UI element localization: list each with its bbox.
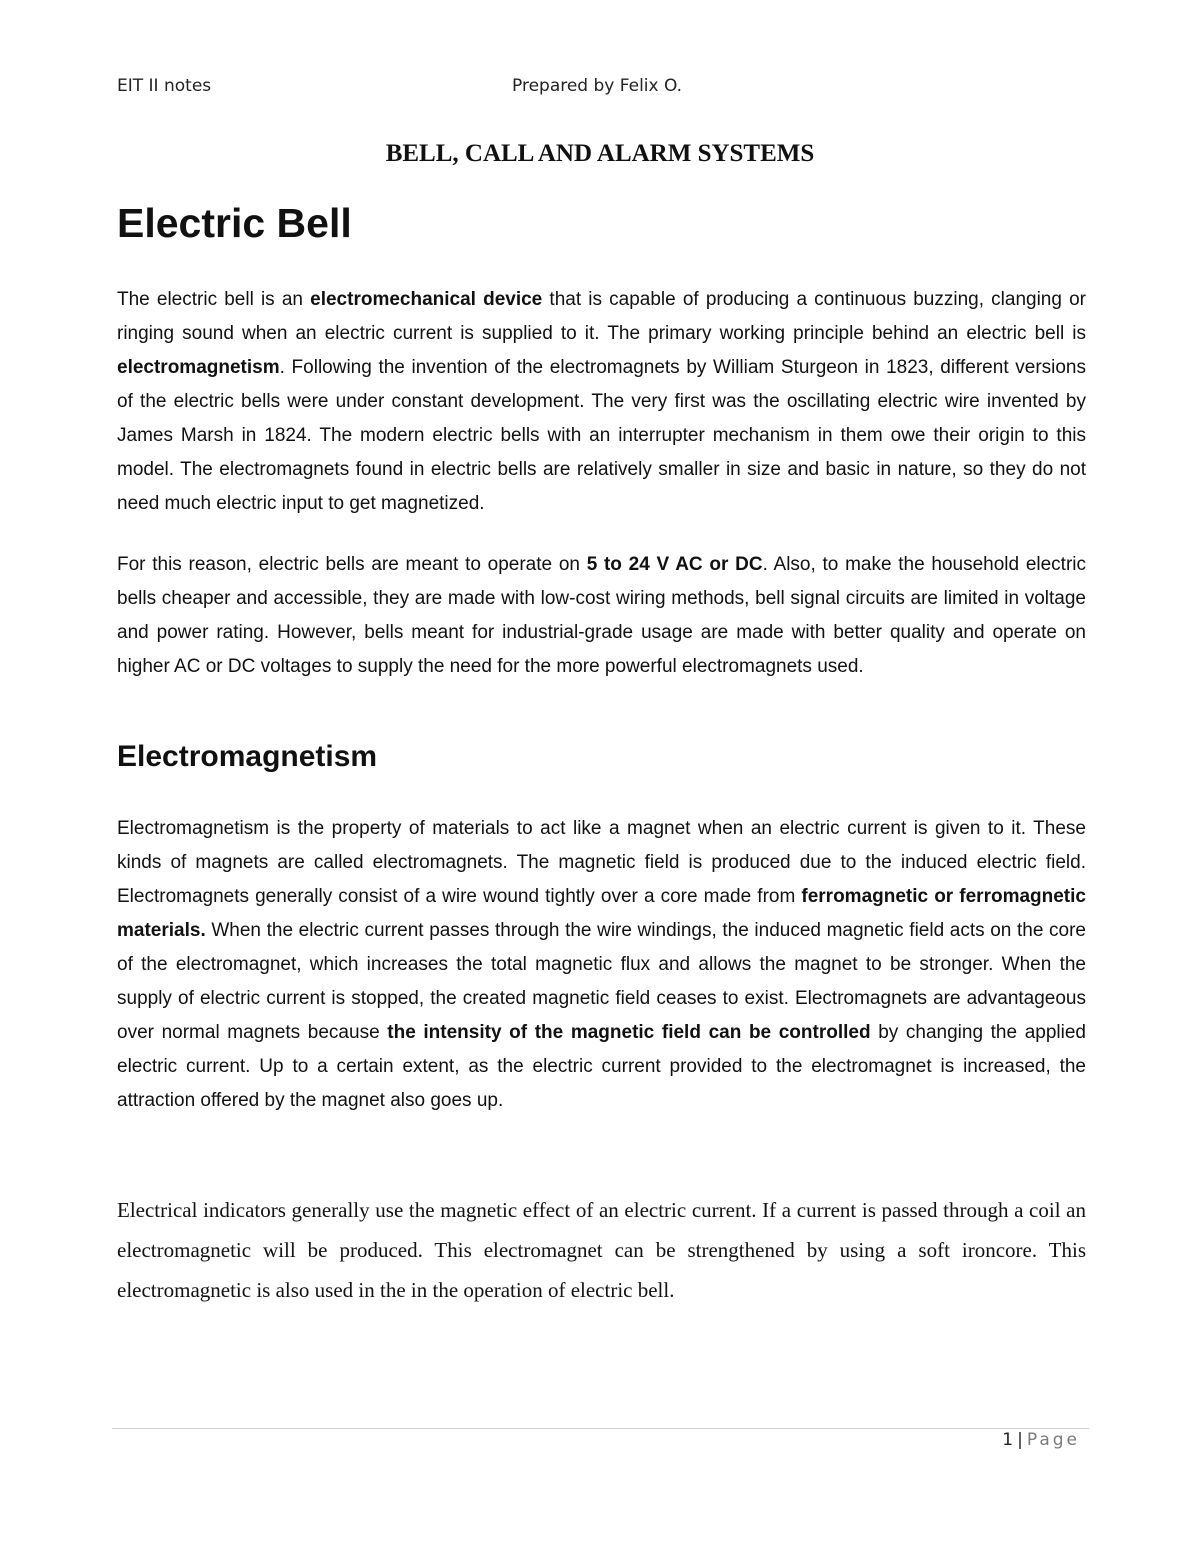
header-author: Prepared by Felix O. (512, 76, 683, 96)
bold-term: the intensity of the magnetic field can be controlled (387, 1022, 871, 1043)
footer-divider (112, 1428, 1089, 1429)
heading-electric-bell: Electric Bell (117, 200, 352, 246)
electric-bell-paragraph-2: For this reason, electric bells are meant to operate on 5 to 24 V AC or DC. Also, to make the household electric bells cheaper and accessible, they are made with low-cost wiring methods, bell signal circuits are limited in voltage and power rating. However, bells meant for industrial-grade usage are made with better quality and operate on higher AC or DC voltages to supply the need for the more powerful electromagnets used. (117, 554, 1086, 677)
page-label: Page (1026, 1430, 1080, 1450)
header-course: EIT II notes (117, 76, 212, 96)
page-footer (1002, 1430, 1080, 1450)
bold-term: electromechanical device (310, 289, 543, 310)
heading-electromagnetism: Electromagnetism (117, 740, 378, 773)
electric-bell-paragraph-1: The electric bell is an electromechanical device that is capable of producing a continuous buzzing, clanging or ringing sound when an electric current is supplied to it. The primary working principle behind an electric bell is electromagnetism. Following the invention of the electromagnets by William Sturgeon in 1823, different versions of the electric bells were under constant development. The very first was the oscillating electric wire invented by James Marsh in 1824. The modern electric bells with an interrupter mechanism in them owe their origin to this model. The electromagnets found in electric bells are relatively smaller in size and basic in nature, so they do not need much electric input to get magnetized. (117, 289, 1086, 514)
bold-term: ferromagnetic or ferromagnetic materials. (117, 886, 1086, 941)
document-title: BELL, CALL AND ALARM SYSTEMS (385, 140, 815, 167)
page-header (117, 76, 1085, 102)
bold-term: 5 to 24 V AC or DC (586, 554, 763, 575)
electromagnetism-paragraph-1: Electromagnetism is the property of materials to act like a magnet when an electric current is given to it. These kinds of magnets are called electromagnets. The magnetic field is produced due to the induced electric field. Electromagnets generally consist of a wire wound tightly over a core made from ferromagnetic or ferromagnetic materials. When the electric current passes through the wire windings, the induced magnetic field acts on the core of the electromagnet, which increases the total magnetic flux and allows the magnet to be stronger. When the supply of electric current is stopped, the created magnetic field ceases to exist. Electromagnets are advantageous over normal magnets because the intensity of the magnetic field can be controlled by changing the applied electric current. Up to a certain extent, as the electric current provided to the electromagnet is increased, the attraction offered by the magnet also goes up. (117, 818, 1086, 1111)
page-number: 1 (1002, 1430, 1014, 1450)
electrical-indicators-paragraph: Electrical indicators generally use the magnetic effect of an electric current. If a current is passed through a coil an electromagnetic will be produced. This electromagnet can be strengthened by using a soft ironcore. This electromagnetic is also used in the in the operation of electric bell. (117, 1198, 1086, 1302)
footer-separator: | (1017, 1430, 1023, 1450)
bold-term: electromagnetism (117, 357, 280, 378)
